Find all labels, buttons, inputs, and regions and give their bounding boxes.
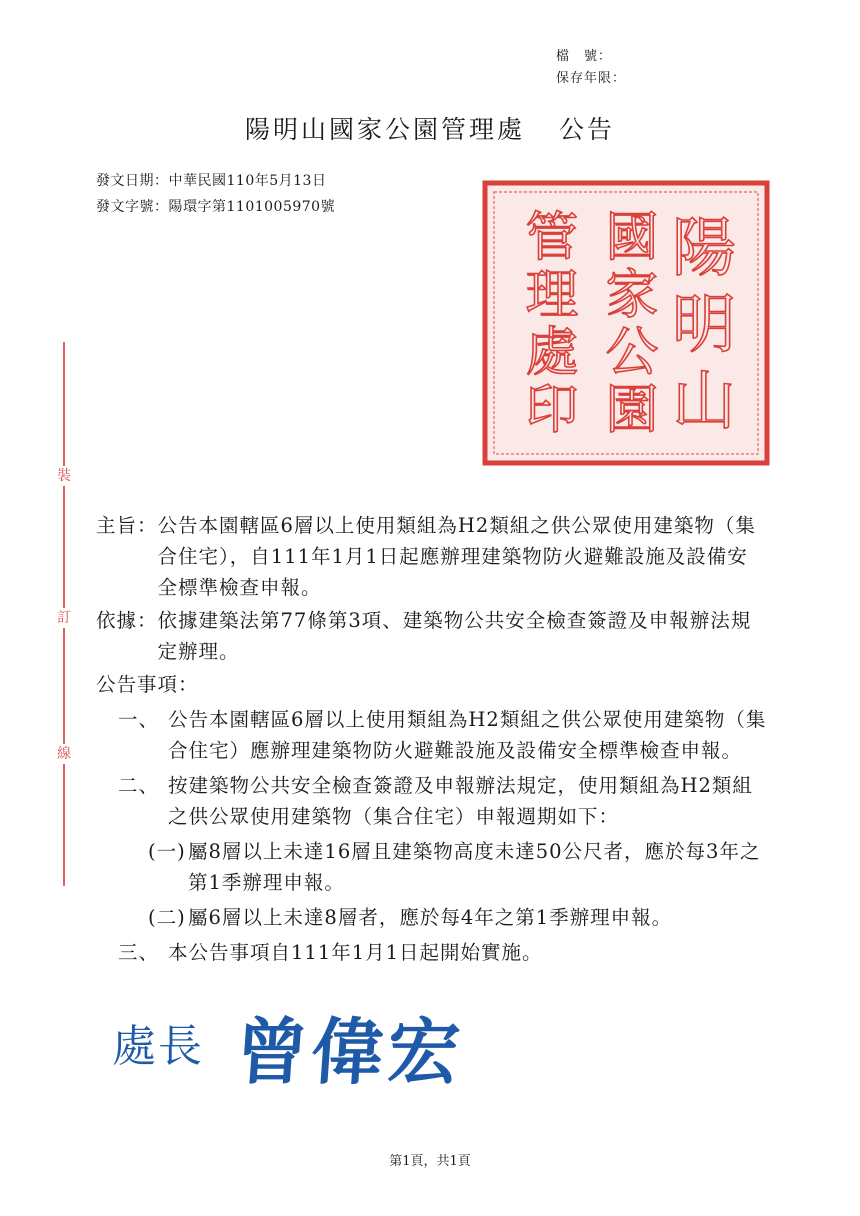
announcement-body bbox=[96, 510, 768, 968]
issue-number-row bbox=[96, 194, 335, 220]
document-title bbox=[0, 110, 860, 146]
matter-number: 一、 bbox=[118, 708, 160, 731]
subject-paragraph bbox=[96, 510, 768, 603]
retention-period-row bbox=[556, 68, 626, 90]
issue-number-value: 陽環字第1101005970號 bbox=[168, 199, 336, 215]
file-metadata bbox=[556, 46, 626, 90]
seal-glyph: 園 bbox=[605, 379, 659, 441]
matters-heading bbox=[96, 669, 768, 700]
archive-number-label: 檔 號： bbox=[556, 49, 613, 64]
seal-glyph: 理 bbox=[525, 264, 579, 326]
basis-paragraph bbox=[96, 605, 768, 667]
retention-period-label: 保存年限： bbox=[556, 71, 627, 86]
seal-glyph: 公 bbox=[605, 321, 659, 383]
matter-number: 二、 bbox=[118, 774, 160, 797]
issue-date-row bbox=[96, 168, 335, 194]
seal-glyph: 山 bbox=[672, 365, 736, 440]
matter-subitem bbox=[148, 902, 768, 933]
matters-label: 公告事項： bbox=[96, 673, 199, 696]
director-title: 處長 bbox=[112, 1021, 204, 1072]
seal-glyph: 陽 bbox=[672, 211, 736, 286]
subitem-number: (一) bbox=[148, 840, 186, 863]
issue-number-label: 發文字號： bbox=[96, 199, 169, 215]
issue-date-label: 發文日期： bbox=[96, 173, 169, 189]
matters-list bbox=[118, 704, 768, 968]
matter-number: 三、 bbox=[118, 941, 160, 964]
binding-char-zhuang: 裝 bbox=[57, 468, 71, 484]
director-name-stamp: 曾偉宏 bbox=[232, 1009, 467, 1094]
binding-char-xian: 線 bbox=[57, 746, 71, 762]
matter-item bbox=[118, 937, 768, 968]
seal-glyph: 處 bbox=[525, 321, 579, 383]
basis-text: 依據建築法第77條第3項、建築物公共安全檢查簽證及申報辦法規定辦理。 bbox=[157, 609, 752, 663]
subitem-text: 屬8層以上未達16層且建築物高度未達50公尺者，應於每3年之第1季辦理申報。 bbox=[188, 840, 761, 894]
subitem-number: (二) bbox=[148, 906, 186, 929]
seal-glyph: 家 bbox=[605, 264, 659, 326]
seal-glyph: 管 bbox=[525, 206, 579, 268]
subject-label: 主旨： bbox=[96, 514, 158, 537]
document-type: 公告 bbox=[559, 115, 616, 144]
subitem-text: 屬6層以上未達8層者，應於每4年之第1季辦理申報。 bbox=[188, 906, 673, 929]
page-number: 第1頁，共1頁 bbox=[389, 1154, 471, 1169]
subject-text: 公告本園轄區6層以上使用類組為H2類組之供公眾使用建築物（集合住宅），自111年1月1日起應辦理建築物防火避難設施及設備安全標準檢查申報。 bbox=[157, 514, 756, 599]
seal-glyph: 明 bbox=[672, 288, 736, 363]
matter-item bbox=[118, 704, 768, 766]
agency-name: 陽明山國家公園管理處 bbox=[244, 115, 525, 144]
matter-subitem bbox=[148, 836, 768, 898]
issue-date-value: 中華民國110年5月13日 bbox=[168, 173, 327, 189]
binding-char-ding: 訂 bbox=[57, 610, 71, 626]
seal-glyph: 國 bbox=[605, 206, 659, 268]
matter-item bbox=[118, 770, 768, 832]
seal-glyph: 印 bbox=[525, 379, 579, 441]
matter-text: 按建築物公共安全檢查簽證及申報辦法規定，使用類組為H2類組之供公眾使用建築物（集合住宅）申報週期如下： bbox=[168, 774, 753, 828]
official-seal-stamp bbox=[482, 180, 770, 466]
issue-info bbox=[96, 168, 335, 220]
basis-label: 依據： bbox=[96, 609, 158, 632]
matter-text: 本公告事項自111年1月1日起開始實施。 bbox=[168, 941, 543, 964]
matter-text: 公告本園轄區6層以上使用類組為H2類組之供公眾使用建築物（集合住宅）應辦理建築物防火避難設施及設備安全標準檢查申報。 bbox=[168, 708, 767, 762]
archive-number-row bbox=[556, 46, 626, 68]
